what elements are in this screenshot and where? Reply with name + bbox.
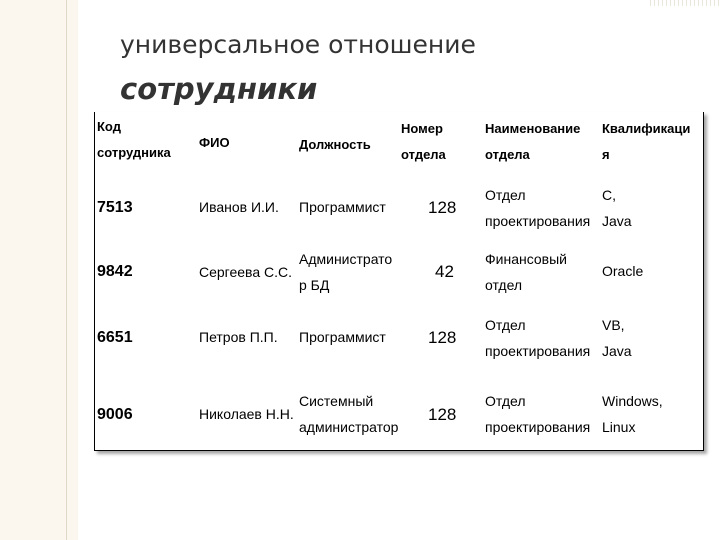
row4-dept-name-line1: Отдел <box>485 393 526 409</box>
row2-dept-number: 42 <box>435 262 454 281</box>
header-fio: ФИО <box>199 135 230 150</box>
header-code-line2: сотрудника <box>97 145 171 160</box>
header-code <box>97 114 171 166</box>
row4-qualification-line1: Windows, <box>602 393 663 409</box>
employees-table <box>94 112 704 451</box>
row4-dept-name <box>485 388 605 440</box>
slide-title: универсальное отношение <box>120 30 476 59</box>
row3-fio: Петров П.П. <box>199 329 278 345</box>
row1-dept-name-line1: Отдел <box>485 187 526 203</box>
row3-dept-name <box>485 312 605 364</box>
row2-dept-name <box>485 246 605 298</box>
slide-subtitle: сотрудники <box>120 72 318 106</box>
row4-position-line1: Системный <box>299 393 374 409</box>
row4-qualification <box>602 388 720 440</box>
row1-code: 7513 <box>97 199 133 216</box>
row3-dept-number: 128 <box>428 328 457 347</box>
row2-qualification: Oracle <box>602 263 644 279</box>
header-dept-name <box>485 116 580 168</box>
row3-qualification-line2: Java <box>602 343 632 359</box>
row3-dept-name-line2: проектирования <box>485 343 591 359</box>
row1-dept-name-line2: проектирования <box>485 213 591 229</box>
row4-position <box>299 388 419 440</box>
header-qualification <box>602 116 690 168</box>
row1-dept-number: 128 <box>428 198 457 217</box>
row2-dept-name-line1: Финансовый <box>485 251 567 267</box>
row2-position-line1: Администрато <box>299 251 393 267</box>
row2-position-line2: р БД <box>299 277 330 293</box>
row4-dept-name-line2: проектирования <box>485 419 591 435</box>
row3-qualification-line1: VB, <box>602 317 625 333</box>
header-position: Должность <box>299 137 371 152</box>
row1-qualification-line2: Java <box>602 213 632 229</box>
row2-position <box>299 246 419 298</box>
row3-qualification <box>602 312 720 364</box>
row1-dept-name <box>485 182 605 234</box>
row4-position-line2: администратор <box>299 419 399 435</box>
header-dept-number <box>401 116 446 168</box>
corner-decoration <box>650 0 720 6</box>
header-qualification-line2: я <box>602 147 610 162</box>
header-dept-name-line1: Наименование <box>485 121 581 136</box>
header-dept-name-line2: отдела <box>485 147 530 162</box>
row1-qualification <box>602 182 720 234</box>
header-dept-number-line2: отдела <box>401 147 446 162</box>
row1-fio: Иванов И.И. <box>199 199 279 215</box>
row1-position: Программист <box>299 199 386 215</box>
header-dept-number-line1: Номер <box>401 121 443 136</box>
header-qualification-line1: Квалификаци <box>602 121 691 136</box>
row2-code: 9842 <box>97 263 133 280</box>
row2-dept-name-line2: отдел <box>485 277 523 293</box>
row4-dept-number: 128 <box>428 405 457 424</box>
row3-code: 6651 <box>97 329 133 346</box>
row1-qualification-line1: C, <box>602 187 616 203</box>
row4-fio: Николаев Н.Н. <box>199 406 294 422</box>
header-code-line1: Код <box>97 119 121 134</box>
row3-dept-name-line1: Отдел <box>485 317 526 333</box>
margin-divider <box>66 0 67 540</box>
row3-position: Программист <box>299 329 386 345</box>
row4-code: 9006 <box>97 406 133 423</box>
row4-qualification-line2: Linux <box>602 419 636 435</box>
row2-fio: Сергеева С.С. <box>199 264 293 280</box>
